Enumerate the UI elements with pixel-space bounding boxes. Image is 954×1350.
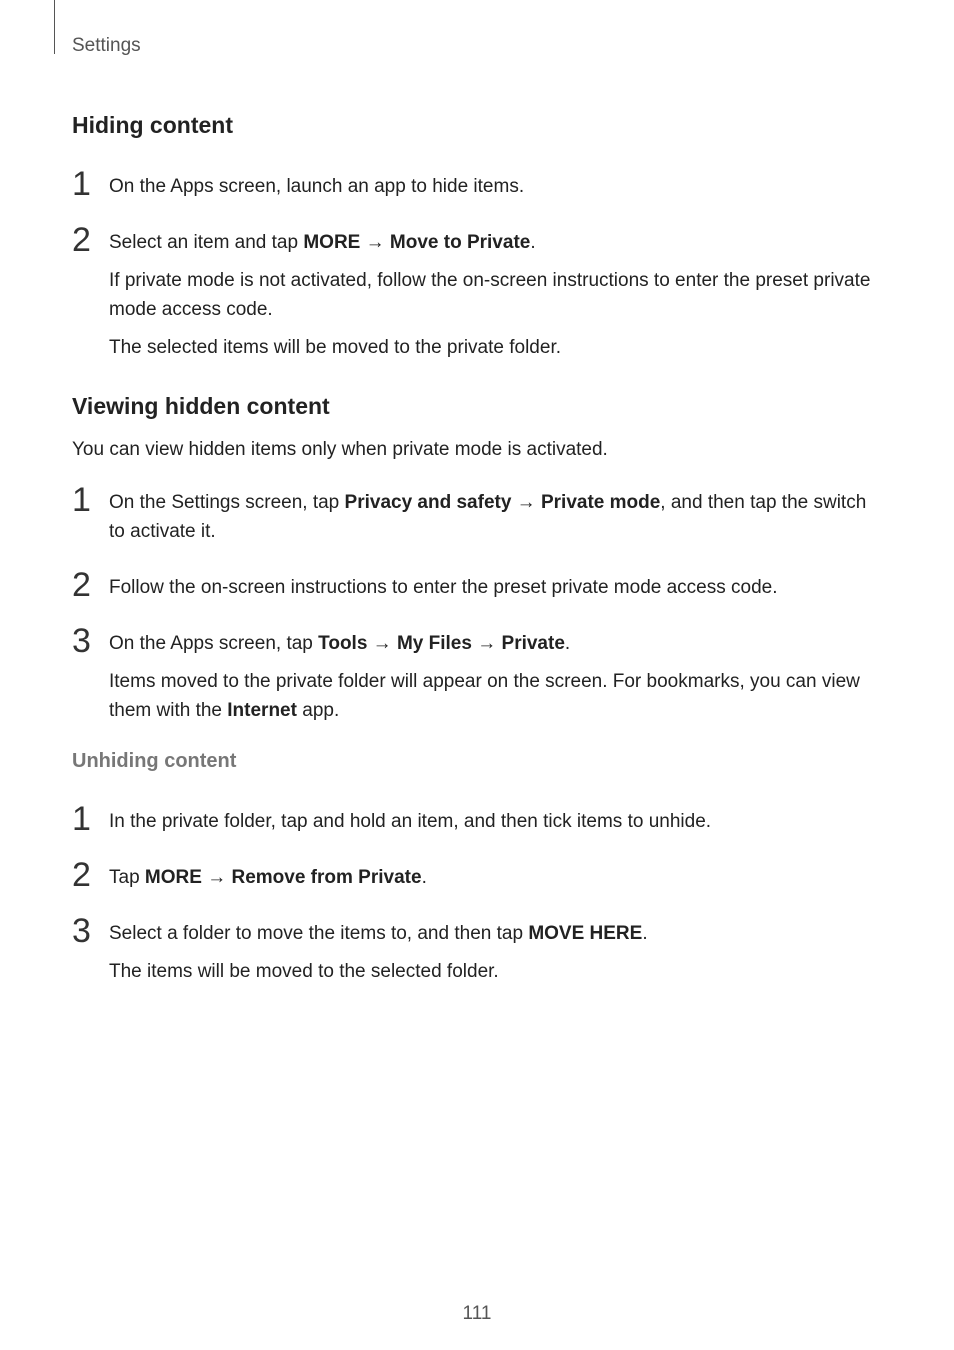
hiding-step-2	[72, 221, 884, 362]
step-text: Follow the on-screen instructions to enter the preset private mode access code.	[109, 577, 778, 598]
section-title-hiding-content: Hiding content	[72, 112, 233, 138]
page-number: 111	[462, 1303, 492, 1324]
step-number: 3	[72, 622, 91, 660]
step-number: 1	[72, 800, 91, 838]
arrow-icon: →	[511, 492, 541, 513]
arrow-icon: →	[201, 867, 232, 888]
ui-term-private: Private	[501, 633, 565, 654]
step-number: 1	[72, 481, 91, 519]
step-number: 2	[72, 566, 91, 604]
ui-term-my-files: My Files	[396, 633, 472, 654]
step-text: On the Apps screen, launch an app to hide items.	[109, 176, 525, 197]
step-number: 3	[72, 912, 91, 950]
viewing-step-2	[72, 566, 884, 604]
step-text: Select an item and tap MORE → Move to Private.	[109, 232, 536, 253]
ui-term-private-mode: Private mode	[540, 492, 661, 513]
viewing-step-3	[72, 622, 884, 725]
subsection-title-unhiding-content: Unhiding content	[72, 750, 237, 772]
step-note: If private mode is not activated, follow the on-screen instructions to enter the preset private mode access code.	[109, 270, 871, 320]
step-note: The selected items will be moved to the private folder.	[109, 337, 562, 358]
viewing-step-1	[72, 481, 884, 546]
ui-term-remove-from-private: Remove from Private	[231, 867, 422, 888]
arrow-icon: →	[471, 633, 502, 654]
unhiding-step-1	[72, 800, 884, 838]
section-intro: You can view hidden items only when private mode is activated.	[72, 439, 608, 460]
running-header: Settings	[72, 35, 141, 56]
ui-term-internet: Internet	[227, 700, 297, 721]
step-note: Items moved to the private folder will appear on the screen. For bookmarks, you can view them with the Internet app.	[109, 671, 860, 721]
ui-term-more: MORE	[303, 232, 361, 253]
ui-term-privacy-and-safety: Privacy and safety	[344, 492, 512, 513]
unhiding-step-2	[72, 856, 884, 894]
ui-term-tools: Tools	[318, 633, 368, 654]
step-number: 2	[72, 856, 91, 894]
hiding-step-1	[72, 165, 884, 203]
ui-term-more: MORE	[144, 867, 202, 888]
step-text: In the private folder, tap and hold an item, and then tick items to unhide.	[109, 811, 712, 832]
step-note: The items will be moved to the selected folder.	[109, 961, 499, 982]
step-text: Tap MORE → Remove from Private.	[109, 867, 427, 888]
arrow-icon: →	[360, 232, 390, 253]
section-title-viewing-hidden-content: Viewing hidden content	[72, 393, 330, 419]
unhiding-step-3	[72, 912, 884, 986]
ui-term-move-to-private: Move to Private	[389, 232, 531, 253]
step-text: Select a folder to move the items to, and then tap MOVE HERE.	[109, 923, 648, 944]
arrow-icon: →	[367, 633, 397, 654]
ui-term-move-here: MOVE HERE	[528, 923, 643, 944]
step-number: 2	[72, 221, 91, 259]
step-text: On the Apps screen, tap Tools → My Files → Private.	[109, 633, 571, 654]
margin-rule	[54, 0, 55, 54]
step-text: On the Settings screen, tap Privacy and safety → Private mode, and then tap the switch to activate it.	[109, 492, 867, 542]
step-number: 1	[72, 165, 91, 203]
